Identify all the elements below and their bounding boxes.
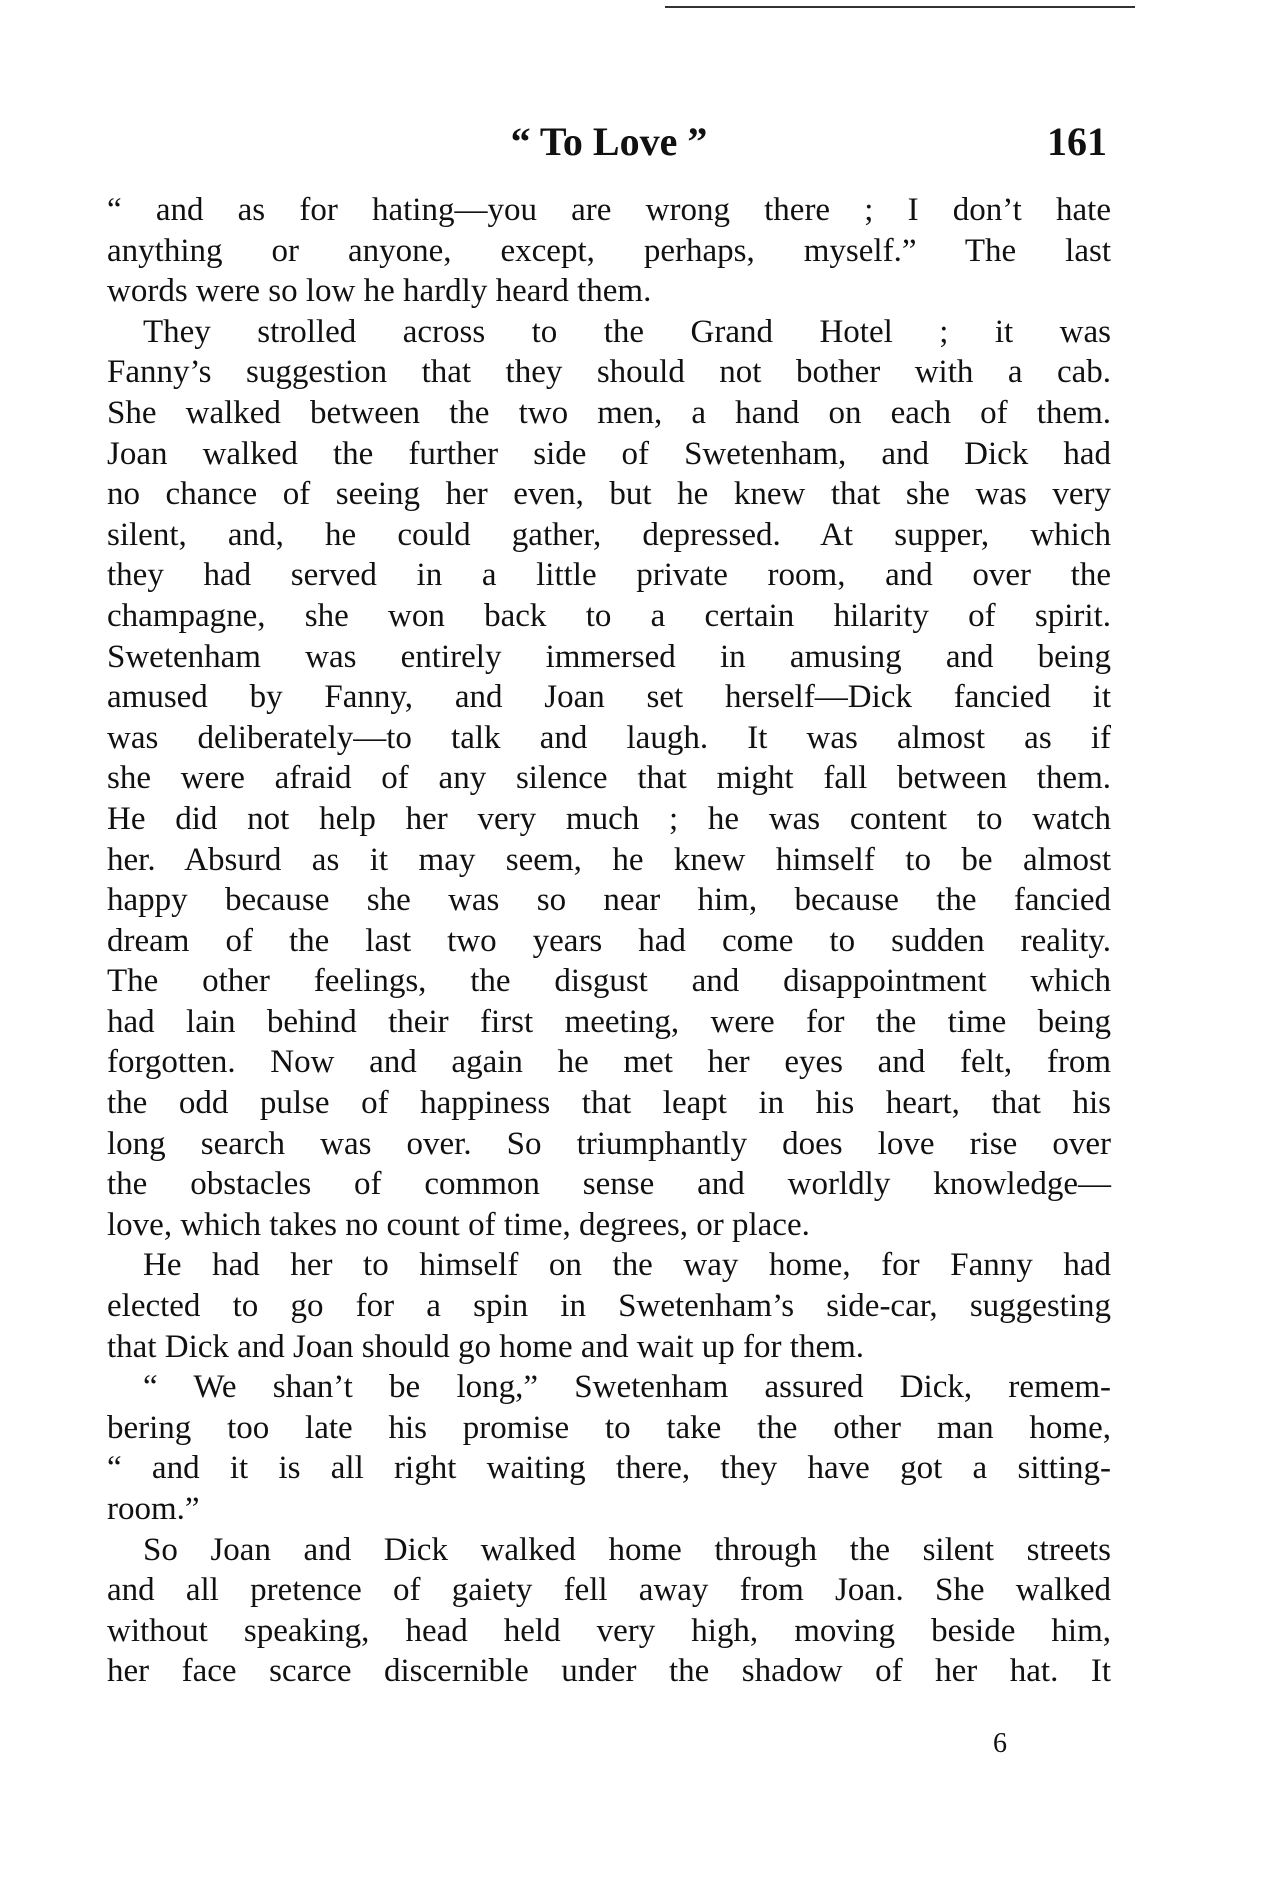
text-line: words were so low he hardly heard them. — [107, 273, 652, 310]
signature-mark: 6 — [993, 1728, 1007, 1759]
text-line: they had served in a little private room, and over the — [107, 557, 1111, 594]
text-line: the odd pulse of happiness that leapt in his heart, that his — [107, 1085, 1111, 1122]
text-line: her face scarce discernible under the shadow of her hat. It — [107, 1653, 1111, 1690]
text-line: that Dick and Joan should go home and wait up for them. — [107, 1328, 865, 1365]
text-line: room.” — [107, 1491, 200, 1527]
text-line: no chance of seeing her even, but he knew that she was very — [107, 476, 1111, 513]
text-line: They strolled across to the Grand Hotel ; it was — [143, 313, 1111, 350]
page-number: 161 — [1047, 119, 1107, 164]
text-line: bering too late his promise to take the other man home, — [107, 1409, 1111, 1446]
text-line: Fanny’s suggestion that they should not bother with a cab. — [107, 354, 1111, 391]
text-line: anything or anyone, except, perhaps, myself.” The last — [107, 232, 1111, 269]
text-line: So Joan and Dick walked home through the silent streets — [143, 1531, 1111, 1568]
text-line: champagne, she won back to a certain hilarity of spirit. — [107, 597, 1111, 634]
text-line: elected to go for a spin in Swetenham’s side-car, suggesting — [107, 1288, 1111, 1325]
text-line: forgotten. Now and again he met her eyes and felt, from — [107, 1044, 1111, 1081]
text-line: love, which takes no count of time, degrees, or place. — [107, 1206, 810, 1243]
text-line: happy because she was so near him, because the fancied — [107, 882, 1111, 919]
text-line: dream of the last two years had come to sudden reality. — [107, 922, 1111, 959]
scan-edge-rule — [665, 6, 1135, 8]
text-line: long search was over. So triumphantly does love rise over — [107, 1125, 1111, 1162]
text-line: “ We shan’t be long,” Swetenham assured Dick, remem- — [143, 1369, 1111, 1406]
text-line: Swetenham was entirely immersed in amusing and being — [107, 638, 1111, 675]
text-line: The other feelings, the disgust and disappointment which — [107, 963, 1111, 1000]
text-line: She walked between the two men, a hand on each of them. — [107, 394, 1111, 431]
running-header — [107, 118, 1111, 168]
text-line: “ and it is all right waiting there, they have got a sitting- — [107, 1450, 1111, 1487]
text-line: had lain behind their first meeting, were for the time being — [107, 1003, 1111, 1040]
text-line: “ and as for hating—you are wrong there ; I don’t hate — [107, 192, 1111, 228]
text-line: was deliberately—to talk and laugh. It was almost as if — [107, 719, 1111, 756]
text-line: her. Absurd as it may seem, he knew himself to be almost — [107, 841, 1111, 878]
text-line: amused by Fanny, and Joan set herself—Dick fancied it — [107, 679, 1111, 716]
text-line: she were afraid of any silence that might fall between them. — [107, 760, 1111, 797]
text-line: silent, and, he could gather, depressed. At supper, which — [107, 516, 1111, 553]
text-line: and all pretence of gaiety fell away from Joan. She walked — [107, 1572, 1111, 1609]
text-line: the obstacles of common sense and worldly knowledge— — [107, 1166, 1111, 1203]
text-line: Joan walked the further side of Swetenham, and Dick had — [107, 435, 1111, 472]
text-line: He did not help her very much ; he was content to watch — [107, 800, 1111, 837]
body-text — [107, 190, 1111, 1692]
text-line: He had her to himself on the way home, for Fanny had — [143, 1247, 1111, 1284]
text-line: without speaking, head held very high, moving beside him, — [107, 1612, 1111, 1649]
running-title: “ To Love ” — [510, 119, 708, 164]
